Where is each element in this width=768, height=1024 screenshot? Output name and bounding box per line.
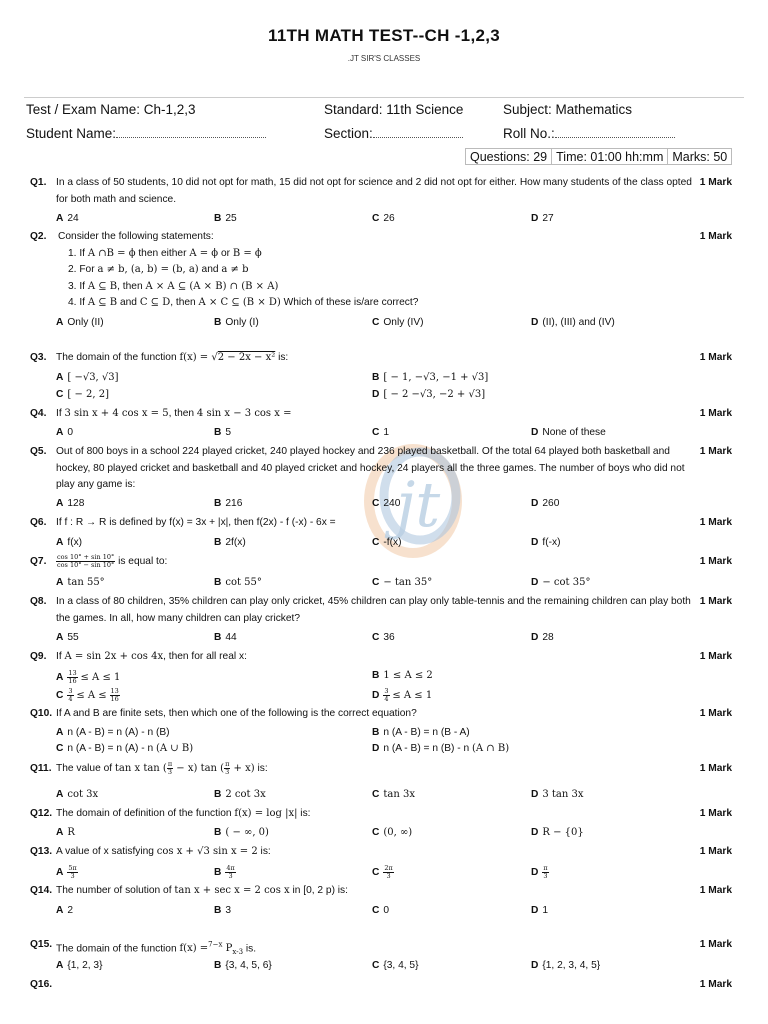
option-d[interactable]: D − cot 35° — [531, 577, 591, 588]
question-11: Q11. The value of tan x tan ( $\frac{\pi}{3}$ − x) tan ( $\frac{\pi}{3}$ + x) is: 1 Mark — [30, 760, 732, 776]
option-b[interactable]: B {3, 4, 5, 6} — [214, 960, 272, 971]
option-a[interactable]: A $\frac{5\pi}{3}$ — [56, 864, 77, 880]
option-a[interactable]: A n (A - B) = n (A) - n (B) — [56, 727, 170, 738]
question-7: Q7. $\frac{\cos 10^\circ + \sin 10^\circ}{\cos 10^\circ - \sin 10^\circ}$ is equal to: 1 Mark — [30, 553, 732, 569]
question-8: Q8. In a class of 80 children, 35% children can play only cricket, 45% children can play only table-tennis and the remaining children can play both the games. In all, how many children can play cricket? 1 Mark — [30, 596, 732, 624]
option-b[interactable]: B 5 — [214, 427, 232, 438]
option-a[interactable]: A f(x) — [56, 537, 83, 548]
exam-name: Test / Exam Name: Ch-1,2,3 — [26, 102, 196, 117]
option-b[interactable]: B 3 — [214, 905, 232, 916]
total-marks: Marks: 50 — [667, 148, 732, 165]
option-b[interactable]: B n (A - B) = n (B - A) — [372, 727, 470, 738]
option-c[interactable]: C [ − 2, 2] — [56, 389, 109, 400]
option-c[interactable]: C 26 — [372, 213, 395, 224]
option-d[interactable]: D 27 — [531, 213, 554, 224]
option-b[interactable]: B [ − 1, −√3, −1 + √3] — [372, 372, 489, 383]
option-d[interactable]: D 260 — [531, 498, 560, 509]
option-c[interactable]: C $\frac{2\pi}{3}$ — [372, 864, 393, 880]
option-d[interactable]: D $\frac{3}{4}$ ≤ A ≤ 1 — [372, 687, 433, 703]
roll-no-field[interactable]: Roll No.: — [503, 126, 675, 141]
option-b[interactable]: B 216 — [214, 498, 243, 509]
option-c[interactable]: C 0 — [372, 905, 390, 916]
option-a[interactable]: A Only (II) — [56, 317, 104, 328]
option-b[interactable]: B 2f(x) — [214, 537, 246, 548]
standard: Standard: 11th Science — [324, 102, 464, 117]
page-title: 11TH MATH TEST--CH -1,2,3 — [268, 26, 500, 45]
option-b[interactable]: B 44 — [214, 632, 237, 643]
option-d[interactable]: D 3 tan 3x — [531, 789, 584, 800]
option-a[interactable]: A R — [56, 827, 75, 838]
option-a[interactable]: A 55 — [56, 632, 79, 643]
question-2: Q2. Consider the following statements: 1. If A ∩B = ϕ then either A = ϕ or B = ϕ 2. For a ≠ b, (a, b) = (b, a) and a ≠ b 3. If A ⊆ B, then A × A ⊆ (A × B) ∩ (B × A) 4. If A ⊆ B and C ⊆ D, then A × C ⊆ (B × D) Which of these is/are correct? 1 Mark — [30, 231, 732, 308]
option-c[interactable]: C -f(x) — [372, 537, 402, 548]
option-d[interactable]: D f(-x) — [531, 537, 561, 548]
option-b[interactable]: B cot 55° — [214, 577, 262, 588]
question-14: Q14. The number of solution of tan x + sec x = 2 cos x in [0, 2 p) is: 1 Mark — [30, 885, 732, 896]
student-name-field[interactable]: Student Name: — [26, 126, 266, 141]
option-a[interactable]: A 24 — [56, 213, 79, 224]
question-4: Q4. If 3 sin x + 4 cos x = 5, then 4 sin x − 3 cos x = 1 Mark — [30, 408, 732, 419]
option-c[interactable]: C n (A - B) = n (A) - n (A ∪ B) — [56, 743, 194, 754]
question-16: Q16. 1 Mark — [30, 979, 732, 990]
option-c[interactable]: C (0, ∞) — [372, 827, 413, 838]
option-d[interactable]: D R − {0} — [531, 827, 584, 838]
divider — [24, 97, 744, 98]
questions-count: Questions: 29 — [465, 148, 552, 165]
option-c[interactable]: C 1 — [372, 427, 390, 438]
option-a[interactable]: A 128 — [56, 498, 85, 509]
section-field[interactable]: Section: — [324, 126, 463, 141]
test-stats — [466, 148, 732, 165]
option-b[interactable]: B 25 — [214, 213, 237, 224]
option-d[interactable]: D [ − 2 −√3, −2 + √3] — [372, 389, 486, 400]
option-d[interactable]: D 28 — [531, 632, 554, 643]
option-d[interactable]: D (II), (III) and (IV) — [531, 317, 615, 328]
option-b[interactable]: B ( − ∞, 0) — [214, 827, 269, 838]
option-c[interactable]: C tan 3x — [372, 789, 415, 800]
option-c[interactable]: C 36 — [372, 632, 395, 643]
option-b[interactable]: B $\frac{4\pi}{3}$ — [214, 864, 235, 880]
option-c[interactable]: C − tan 35° — [372, 577, 433, 588]
option-c[interactable]: C Only (IV) — [372, 317, 424, 328]
option-c[interactable]: C {3, 4, 5} — [372, 960, 419, 971]
option-b[interactable]: B 1 ≤ A ≤ 2 — [372, 670, 433, 681]
option-a[interactable]: A [ −√3, √3] — [56, 372, 119, 383]
option-a[interactable]: A 2 — [56, 905, 74, 916]
time-limit: Time: 01:00 hh:mm — [551, 148, 668, 165]
option-d[interactable]: D None of these — [531, 427, 606, 438]
option-c[interactable]: C 240 — [372, 498, 401, 509]
option-c[interactable]: C $\frac{3}{4}$ ≤ A ≤ $\frac{13}{16}$ — [56, 687, 119, 703]
option-d[interactable]: D 1 — [531, 905, 549, 916]
question-3: Q3. The domain of the function f(x) = √2 − 2x − x² is: 1 Mark — [30, 352, 732, 363]
option-a[interactable]: A cot 3x — [56, 789, 99, 800]
subject: Subject: Mathematics — [503, 102, 633, 117]
option-a[interactable]: A tan 55° — [56, 577, 105, 588]
question-5: Q5. Out of 800 boys in a school 224 played cricket, 240 played hockey and 236 played basketball. Of the total 64 played both basketball and hockey, 80 played cricket and basketball and 40 played cricket and hockey, 24 players all the three games. The number of boys who did not play any game is: 1 Mark — [30, 446, 732, 490]
option-b[interactable]: B 2 cot 3x — [214, 789, 266, 800]
option-b[interactable]: B Only (I) — [214, 317, 259, 328]
svg-text:jt: jt — [396, 468, 441, 541]
question-12: Q12. The domain of definition of the function f(x) = log |x| is: 1 Mark — [30, 808, 732, 819]
option-a[interactable]: A $\frac{13}{16}$ ≤ A ≤ 1 — [56, 669, 121, 685]
page-subtitle: .JT SIR'S CLASSES — [347, 54, 421, 63]
option-d[interactable]: D $\frac{\pi}{3}$ — [531, 864, 548, 880]
option-a[interactable]: A {1, 2, 3} — [56, 960, 103, 971]
question-6: Q6. If f : R → R is defined by f(x) = 3x + |x|, then f(2x) - f (-x) - 6x = 1 Mark — [30, 517, 732, 528]
option-a[interactable]: A 0 — [56, 427, 74, 438]
question-13: Q13. A value of x satisfying cos x + √3 sin x = 2 is: 1 Mark — [30, 846, 732, 857]
option-d[interactable]: D n (A - B) = n (B) - n (A ∩ B) — [372, 743, 510, 754]
question-9: Q9. If A = sin 2x + cos 4x, then for all real x: 1 Mark — [30, 651, 732, 662]
option-d[interactable]: D {1, 2, 3, 4, 5} — [531, 960, 601, 971]
question-15: Q15. The domain of the function f(x) =$^{7-x}$ $P_{x-3}$ is. 1 Mark — [30, 939, 732, 957]
question-10: Q10. If A and B are finite sets, then which one of the following is the correct equation? 1 Mark — [30, 708, 732, 719]
question-1: Q1. In a class of 50 students, 10 did not opt for math, 15 did not opt for science and 2 did not opt for either. How many students of the class opted for both math and science. 1 Mark — [30, 177, 732, 205]
